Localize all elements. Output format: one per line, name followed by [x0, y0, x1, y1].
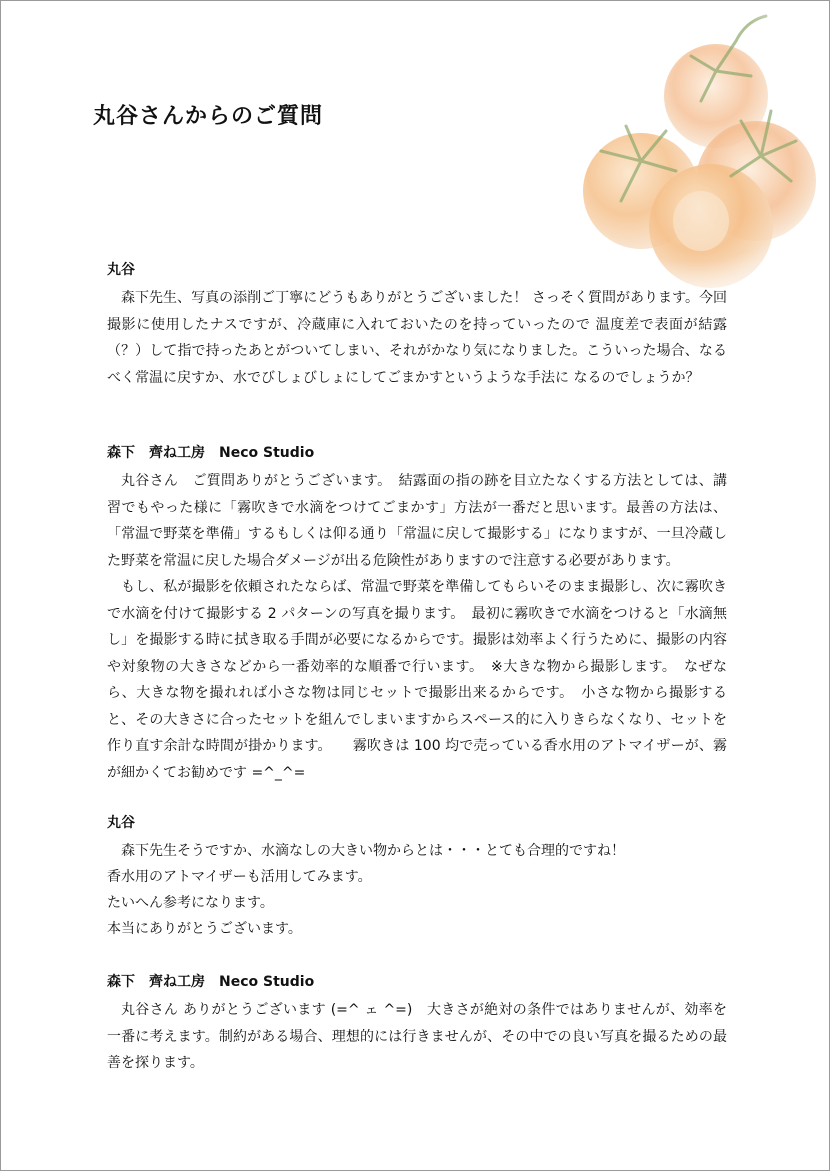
message-line: 香水用のアトマイザーも活用してみます。 — [107, 869, 372, 885]
speaker-name: 森下 齊ね工房 Neco Studio — [107, 974, 315, 990]
message-line: 本当にありがとうございます。 — [107, 921, 302, 937]
speaker-name: 丸谷 — [107, 262, 135, 278]
message-line: たいへん参考になります。 — [107, 895, 274, 911]
entry-maruya-2 — [107, 812, 727, 942]
cherry-tomatoes-image — [501, 1, 821, 301]
message-paragraph: 森下先生、写真の添削ご丁寧にどうもありがとうございました！ さっそく質問があります。今回撮影に使用したナスですが、冷蔵庫に入れておいたのを持っていったので 温度差で表面が結露（？）して指で持ったあとがついてしまい、それがかなり気になりました。こういった場合、なるべく常温に戻すか、水でびしょびしょにしてごまかすというような手法に なるのでしょうか？ — [107, 290, 727, 386]
message-paragraph: もし、私が撮影を依頼されたならば、常温で野菜を準備してもらいそのまま撮影し、次に霧吹きで水滴を付けて撮影する 2 パターンの写真を撮ります。 最初に霧吹きで水滴をつけると「水滴無し」を撮影する時に拭き取る手間が必要になるからです。撮影は効率よく行うために、撮影の内容や対象物の大きさなどから一番効率的な順番で行います。 ※大きな物から撮影します。 なぜなら、大きな物を撮れれば小さな物は同じセットで撮影出来るからです。 小さな物から撮影すると、その大きさに合ったセットを組んでしまいますからスペース的に入りきらなくなり、セットを作り直す余計な時間が掛かります。 霧吹きは 100 均で売っている香水用のアトマイザーが、霧が細かくてお勧めです =^_^= — [107, 579, 727, 781]
page-title: 丸谷さんからのご質問 — [93, 104, 324, 129]
message-line: 森下先生そうですか、水滴なしの大きい物からとは・・・とても合理的ですね！ — [107, 843, 625, 859]
entry-morishita-2 — [107, 971, 727, 1077]
speaker-name: 森下 齊ね工房 Neco Studio — [107, 445, 315, 461]
message-paragraph: 丸谷さん ありがとうございます (=^ ェ ^=) 大きさが絶対の条件ではありませんが、効率を一番に考えます。制約がある場合、理想的には行きませんが、その中での良い写真を撮るための最善を探ります。 — [107, 1002, 727, 1071]
speaker-name: 丸谷 — [107, 815, 135, 831]
entry-morishita-1 — [107, 442, 727, 786]
message-paragraph: 丸谷さん ご質問ありがとうございます。 結露面の指の跡を目立たなくする方法としては、講習でもやった様に「霧吹きで水滴をつけてごまかす」方法が一番だと思います。最善の方法は、「常温で野菜を準備」するもしくは仰る通り「常温に戻して撮影する」になりますが、一旦冷蔵した野菜を常温に戻した場合ダメージが出る危険性がありますので注意する必要があります。 — [107, 473, 727, 569]
entry-maruya-1 — [107, 259, 727, 391]
